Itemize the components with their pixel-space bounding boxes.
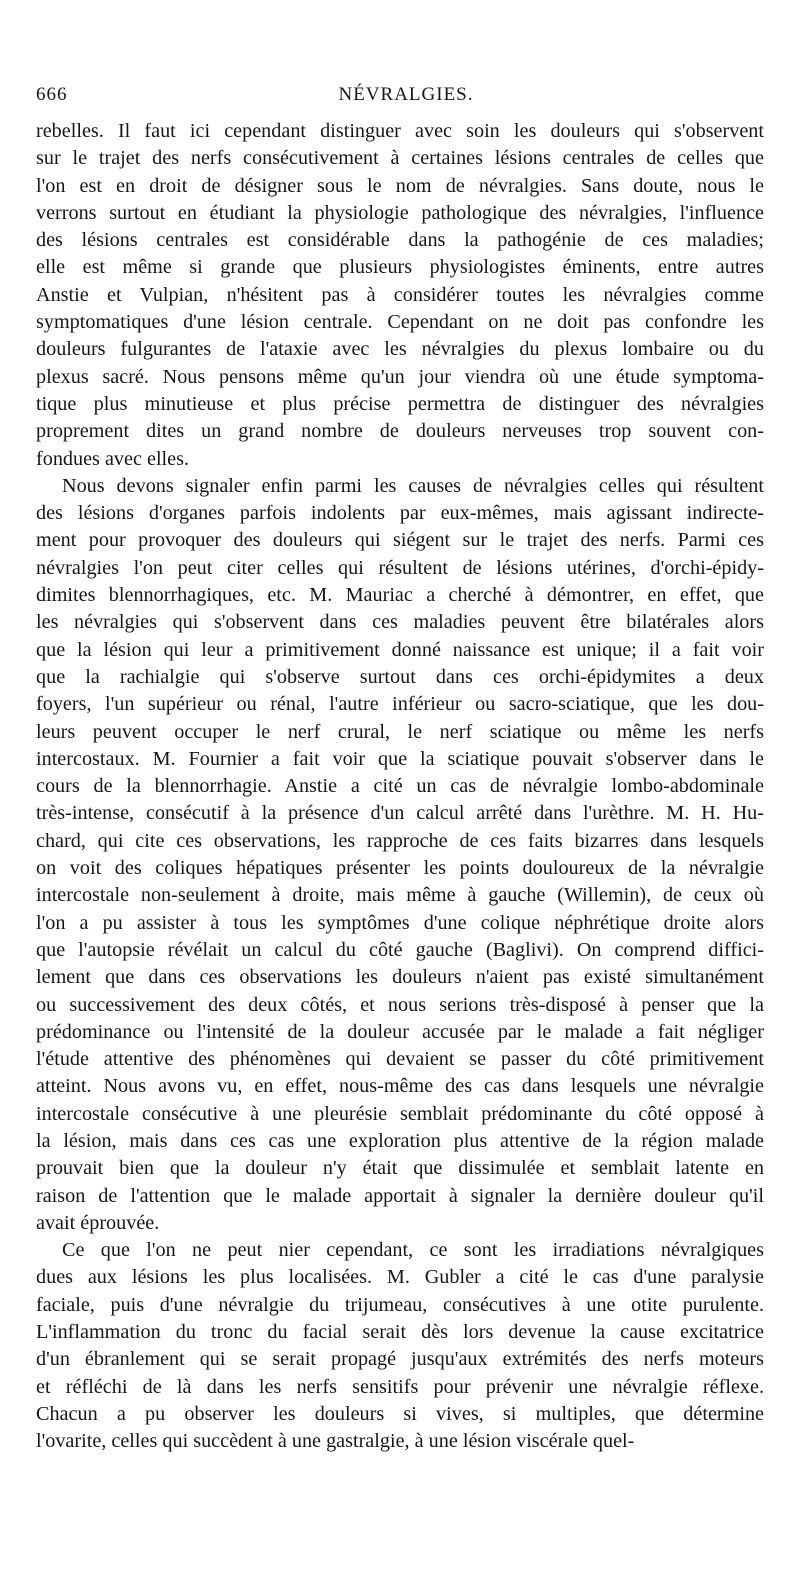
text-line: névralgies l'on peut citer celles qui résultent de lésions utérines, d'orchi-épidy- bbox=[36, 556, 764, 579]
text-line: que la rachialgie qui s'observe surtout dans ces orchi-épidymites a deux bbox=[36, 665, 764, 688]
text-line: intercostale non-seulement à droite, mais même à gauche (Willemin), de ceux où bbox=[36, 884, 764, 907]
text-line: ou successivement des deux côtés, et nous serions très-disposé à penser que la bbox=[36, 993, 764, 1016]
paragraph bbox=[36, 118, 764, 473]
text-line: plexus sacré. Nous pensons même qu'un jour viendra où une étude symptoma- bbox=[36, 365, 764, 388]
page-number: 666 bbox=[36, 84, 68, 105]
text-line: dues aux lésions les plus localisées. M. Gubler a cité le cas d'une paralysie bbox=[36, 1266, 764, 1289]
text-line: leurs peuvent occuper le nerf crural, le nerf sciatique ou même les nerfs bbox=[36, 720, 764, 743]
text-line: que l'autopsie révélait un calcul du côté gauche (Baglivi). On comprend diffici- bbox=[36, 938, 764, 961]
text-line: raison de l'attention que le malade apportait à signaler la dernière douleur qu'il bbox=[36, 1184, 764, 1207]
text-line: des lésions centrales est considérable dans la pathogénie de ces maladies; bbox=[36, 229, 764, 252]
body-text bbox=[36, 118, 764, 1456]
text-line: ment pour provoquer des douleurs qui siégent sur le trajet des nerfs. Parmi ces bbox=[36, 529, 764, 552]
text-line: tique plus minutieuse et plus précise permettra de distinguer des névralgies bbox=[36, 392, 764, 415]
text-line: rebelles. Il faut ici cependant distinguer avec soin les douleurs qui s'observent bbox=[36, 120, 764, 142]
text-line: proprement dites un grand nombre de douleurs nerveuses trop souvent con- bbox=[36, 420, 764, 443]
text-line: Chacun a pu observer les douleurs si vives, si multiples, que détermine bbox=[36, 1402, 764, 1425]
text-line: Nous devons signaler enfin parmi les causes de névralgies celles qui résultent bbox=[62, 474, 764, 497]
text-line: prédominance ou l'intensité de la douleur accusée par le malade a fait négliger bbox=[36, 1020, 764, 1043]
text-line: sur le trajet des nerfs consécutivement à certaines lésions centrales de celles que bbox=[36, 147, 764, 170]
text-line: l'on est en droit de désigner sous le nom de névralgies. Sans doute, nous le bbox=[36, 174, 764, 197]
text-line: L'inflammation du tronc du facial serait dès lors devenue la cause excitatrice bbox=[36, 1321, 764, 1344]
text-line: d'un ébranlement qui se serait propagé jusqu'aux extrémités des nerfs moteurs bbox=[36, 1348, 764, 1371]
text-line: on voit des coliques hépatiques présenter les points douloureux de la névralgie bbox=[36, 857, 764, 880]
text-line: verrons surtout en étudiant la physiologie pathologique des névralgies, l'influence bbox=[36, 201, 764, 224]
text-line: l'ovarite, celles qui succèdent à une gastralgie, à une lésion viscérale quel- bbox=[36, 1430, 635, 1453]
text-line: fondues avec elles. bbox=[36, 447, 190, 470]
text-line: les névralgies qui s'observent dans ces maladies peuvent être bilatérales alors bbox=[36, 611, 764, 634]
text-line: intercostaux. M. Fournier a fait voir que la sciatique pouvait s'observer dans le bbox=[36, 747, 764, 770]
text-line: foyers, l'un supérieur ou rénal, l'autre inférieur ou sacro-sciatique, que les dou- bbox=[36, 693, 764, 716]
text-line: douleurs fulgurantes de l'ataxie avec les névralgies du plexus lombaire ou du bbox=[36, 338, 764, 361]
paragraph bbox=[36, 1237, 764, 1455]
text-line: avait éprouvée. bbox=[36, 1211, 160, 1234]
running-head: NÉVRALGIES. bbox=[338, 84, 474, 105]
text-line: la lésion, mais dans ces cas une exploration plus attentive de la région malade bbox=[36, 1129, 764, 1152]
text-line: chard, qui cite ces observations, les rapproche de ces faits bizarres dans lesquels bbox=[36, 829, 764, 852]
text-line: faciale, puis d'une névralgie du trijumeau, consécutives à une otite purulente. bbox=[36, 1293, 764, 1316]
text-line: et réfléchi de là dans les nerfs sensitifs pour prévenir une névralgie réflexe. bbox=[36, 1375, 764, 1398]
text-line: elle est même si grande que plusieurs physiologistes éminents, entre autres bbox=[36, 256, 764, 279]
text-line: intercostale consécutive à une pleurésie semblait prédominante du côté opposé à bbox=[36, 1102, 764, 1125]
text-line: symptomatiques d'une lésion centrale. Cependant on ne doit pas confondre les bbox=[36, 311, 764, 334]
text-line: très-intense, consécutif à la présence d'un calcul arrêté dans l'urèthre. M. H. Hu- bbox=[36, 802, 764, 825]
text-line: Anstie et Vulpian, n'hésitent pas à considérer toutes les névralgies comme bbox=[36, 283, 764, 306]
text-line: l'étude attentive des phénomènes qui devaient se passer du côté primitivement bbox=[36, 1048, 764, 1071]
text-line: Ce que l'on ne peut nier cependant, ce sont les irradiations névralgiques bbox=[62, 1239, 764, 1262]
text-line: que la lésion qui leur a primitivement donné naissance est unique; il a fait voir bbox=[36, 638, 764, 661]
text-line: cours de la blennorrhagie. Anstie a cité un cas de névralgie lombo-abdominale bbox=[36, 775, 764, 798]
page-header bbox=[36, 84, 776, 112]
text-line: atteint. Nous avons vu, en effet, nous-même des cas dans lesquels une névralgie bbox=[36, 1075, 764, 1098]
text-line: prouvait bien que la douleur n'y était que dissimulée et semblait latente en bbox=[36, 1157, 764, 1180]
text-line: l'on a pu assister à tous les symptômes d'une colique néphrétique droite alors bbox=[36, 911, 764, 934]
paragraph bbox=[36, 473, 764, 1237]
text-line: des lésions d'organes parfois indolents par eux-mêmes, mais agissant indirecte- bbox=[36, 502, 764, 525]
text-line: lement que dans ces observations les douleurs n'aient pas existé simultanément bbox=[36, 966, 764, 989]
text-line: dimites blennorrhagiques, etc. M. Mauriac a cherché à démontrer, en effet, que bbox=[36, 584, 764, 607]
